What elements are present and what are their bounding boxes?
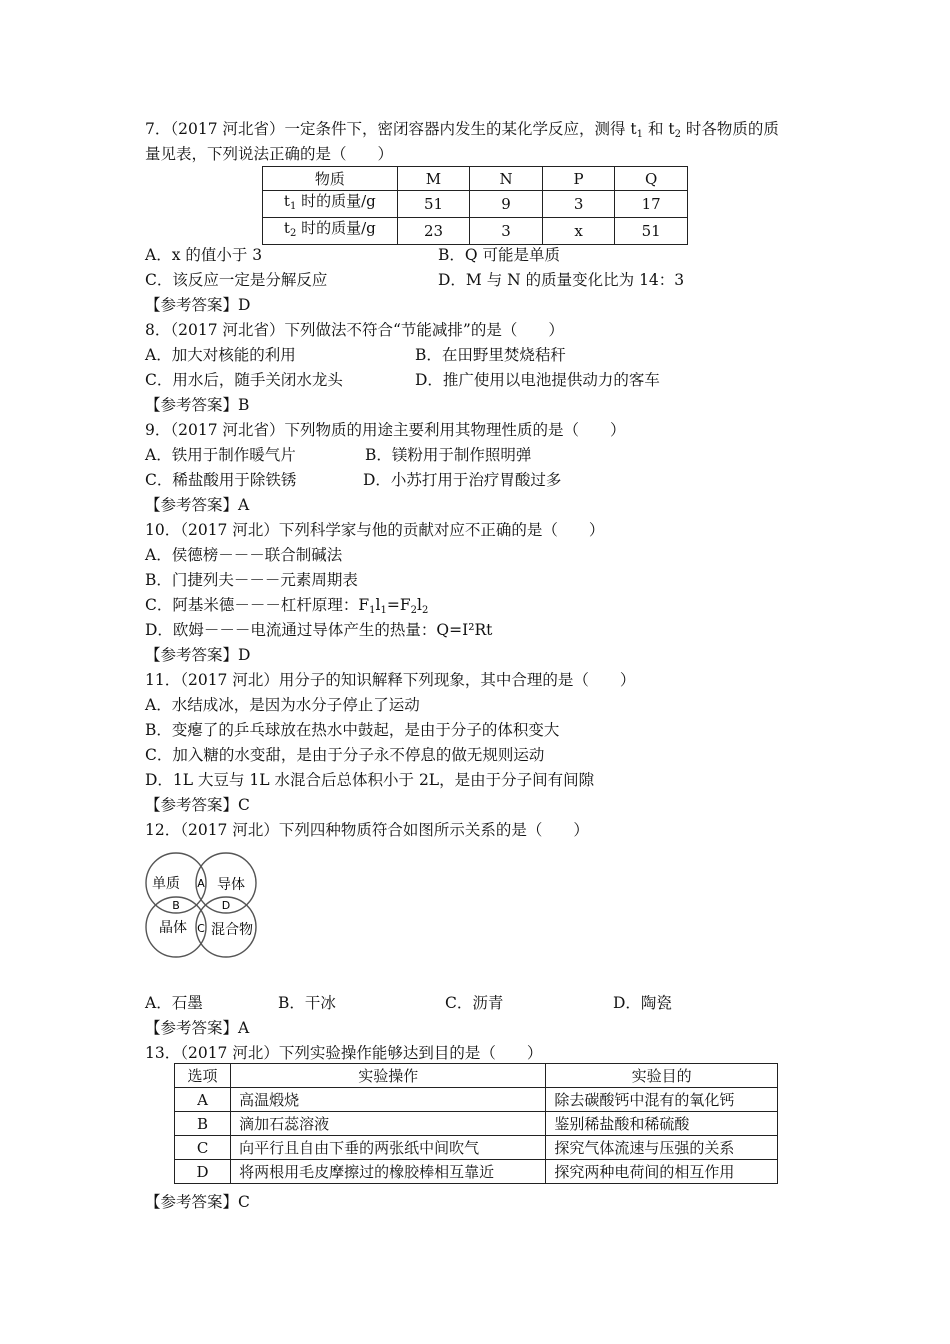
table-cell: 高温煅烧: [231, 1088, 546, 1112]
q10-option-b: B．门捷列夫－－－元素周期表: [145, 571, 358, 589]
table-cell: 鉴别稀盐酸和稀硫酸: [546, 1112, 778, 1136]
q12-stem: 12．（2017 河北）下列四种物质符合如图所示关系的是（ ）: [145, 821, 589, 839]
table-cell: C: [175, 1136, 231, 1160]
table-cell: 23: [397, 218, 470, 245]
table-cell: 51: [615, 218, 688, 245]
q10-option-a: A．侯德榜－－－联合制碱法: [145, 546, 343, 564]
q12-option-a: A．石墨: [145, 994, 203, 1012]
q8-option-b: B．在田野里焚烧秸秆: [415, 346, 566, 364]
table-cell: B: [175, 1112, 231, 1136]
venn-diagram: [142, 845, 264, 963]
table-row: [175, 1088, 778, 1112]
table-cell: 除去碳酸钙中混有的氧化钙: [546, 1088, 778, 1112]
q12-option-d: D．陶瓷: [613, 994, 672, 1012]
q7-option-d: D．M 与 N 的质量变化比为 14：3: [438, 271, 685, 289]
q8-option-c: C．用水后，随手关闭水龙头: [145, 371, 343, 389]
q10-stem: 10．（2017 河北）下列科学家与他的贡献对应不正确的是（ ）: [145, 521, 605, 539]
table-cell: 3: [470, 218, 543, 245]
table-header: N: [470, 167, 543, 191]
venn-label-elemental: 单质: [152, 876, 180, 892]
table-header: 物质: [263, 167, 398, 191]
table-header: M: [397, 167, 470, 191]
table-header: P: [542, 167, 615, 191]
table-row: [263, 191, 688, 218]
q9-option-d: D．小苏打用于治疗胃酸过多: [363, 471, 562, 489]
q7-option-c: C．该反应一定是分解反应: [145, 271, 328, 289]
q11-option-d: D．1L 大豆与 1L 水混合后总体积小于 2L，是由于分子间有间隙: [145, 771, 595, 789]
q10-option-c: C．阿基米德－－－杠杆原理：$F_1l_1=F_2l_2$: [145, 596, 429, 616]
q11-option-b: B．变瘪了的乒乓球放在热水中鼓起，是由于分子的体积变大: [145, 721, 560, 739]
table-row: [263, 167, 688, 191]
q7-answer: 【参考答案】D: [145, 296, 251, 314]
table-cell: A: [175, 1088, 231, 1112]
q7-stem-line1: 7．（2017 河北省）一定条件下，密闭容器内发生的某化学反应，测得 $t_1$ 和 $t_2$ 时各物质的质: [145, 120, 779, 140]
q8-option-a: A．加大对核能的利用: [145, 346, 296, 364]
table-header: 实验操作: [231, 1064, 546, 1088]
table-row: [263, 218, 688, 245]
q12-option-b: B．干冰: [278, 994, 336, 1012]
q11-option-c: C．加入糖的水变甜，是由于分子永不停息的做无规则运动: [145, 746, 545, 764]
q9-stem: 9．（2017 河北省）下列物质的用途主要利用其物理性质的是（ ）: [145, 421, 626, 439]
q12-option-c: C．沥青: [445, 994, 504, 1012]
table-row: [175, 1112, 778, 1136]
q13-table: [174, 1063, 778, 1184]
table-header: 实验目的: [546, 1064, 778, 1088]
table-cell: 17: [615, 191, 688, 218]
venn-label-crystal: 晶体: [159, 920, 187, 936]
q9-answer: 【参考答案】A: [145, 496, 250, 514]
q8-stem: 8．（2017 河北省）下列做法不符合“节能减排”的是（ ）: [145, 321, 564, 339]
table-cell: 3: [542, 191, 615, 218]
table-cell: $t_2$ 时的质量/g: [263, 218, 398, 245]
q13-answer: 【参考答案】C: [145, 1193, 250, 1211]
q7-table: [262, 166, 688, 245]
table-cell: 探究气体流速与压强的关系: [546, 1136, 778, 1160]
table-cell: $t_1$ 时的质量/g: [263, 191, 398, 218]
table-row: [175, 1136, 778, 1160]
q11-option-a: A．水结成冰，是因为水分子停止了运动: [145, 696, 420, 714]
q7-option-b: B．Q 可能是单质: [438, 246, 561, 264]
q9-option-a: A．铁用于制作暖气片: [145, 446, 296, 464]
venn-region-a: A: [197, 877, 205, 890]
q8-option-d: D．推广使用以电池提供动力的客车: [415, 371, 660, 389]
table-cell: 向平行且自由下垂的两张纸中间吹气: [231, 1136, 546, 1160]
venn-region-b: B: [172, 899, 180, 912]
q8-answer: 【参考答案】B: [145, 396, 250, 414]
venn-label-conductor: 导体: [217, 877, 245, 893]
table-header: 选项: [175, 1064, 231, 1088]
table-row: [175, 1160, 778, 1184]
q10-option-d: D．欧姆－－－电流通过导体产生的热量：Q=I²Rt: [145, 621, 493, 639]
table-cell: 滴加石蕊溶液: [231, 1112, 546, 1136]
q9-option-c: C．稀盐酸用于除铁锈: [145, 471, 297, 489]
table-cell: 探究两种电荷间的相互作用: [546, 1160, 778, 1184]
q11-answer: 【参考答案】C: [145, 796, 250, 814]
q7-stem-line2: 量见表，下列说法正确的是（ ）: [145, 145, 394, 163]
q9-option-b: B．镁粉用于制作照明弹: [365, 446, 532, 464]
venn-region-d: D: [221, 899, 231, 912]
table-cell: 9: [470, 191, 543, 218]
table-row: [175, 1064, 778, 1088]
table-cell: 将两根用毛皮摩擦过的橡胶棒相互靠近: [231, 1160, 546, 1184]
venn-label-mixture: 混合物: [211, 922, 253, 938]
table-cell: x: [542, 218, 615, 245]
q10-answer: 【参考答案】D: [145, 646, 251, 664]
table-header: Q: [615, 167, 688, 191]
q7-option-a: A．x 的值小于 3: [145, 246, 263, 264]
q12-answer: 【参考答案】A: [145, 1019, 250, 1037]
venn-region-c: C: [197, 922, 205, 935]
table-cell: 51: [397, 191, 470, 218]
q13-stem: 13．（2017 河北）下列实验操作能够达到目的是（ ）: [145, 1044, 543, 1062]
q11-stem: 11．（2017 河北）用分子的知识解释下列现象，其中合理的是（ ）: [145, 671, 636, 689]
table-cell: D: [175, 1160, 231, 1184]
